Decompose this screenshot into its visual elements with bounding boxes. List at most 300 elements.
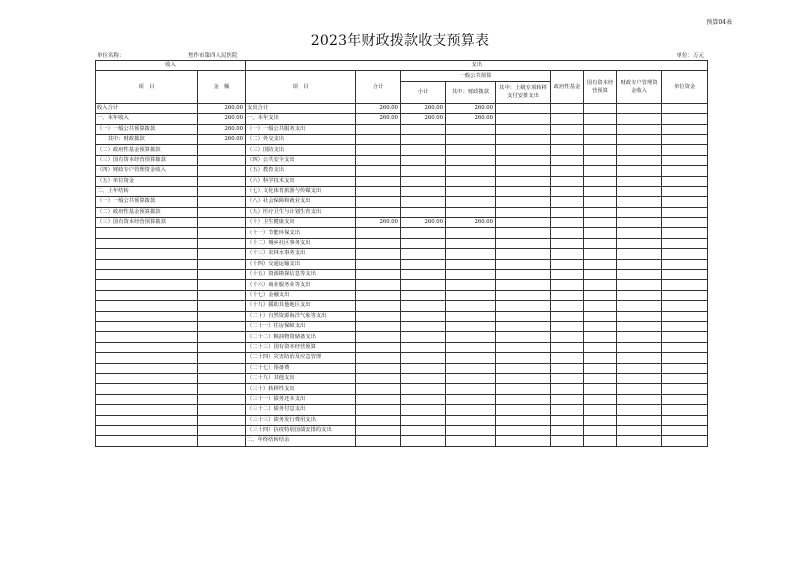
income-item-cell: 二、上年结转 bbox=[96, 186, 198, 196]
fiscal-cell bbox=[446, 259, 496, 269]
soe-capital-cell bbox=[584, 342, 617, 352]
income-item-cell bbox=[96, 436, 198, 446]
total-cell bbox=[356, 332, 401, 342]
special-account-cell bbox=[617, 321, 662, 331]
subtotal-cell bbox=[401, 145, 446, 155]
gov-fund-cell bbox=[551, 321, 584, 331]
fiscal-cell bbox=[446, 425, 496, 435]
header-row-1 bbox=[96, 61, 708, 71]
fiscal-cell bbox=[446, 145, 496, 155]
income-item-cell bbox=[96, 363, 198, 373]
special-account-cell bbox=[617, 207, 662, 217]
subtotal-header: 小计 bbox=[401, 81, 446, 103]
income-item-cell bbox=[96, 321, 198, 331]
special-account-header: 财政专户管理资金收入 bbox=[617, 71, 662, 103]
special-account-cell bbox=[617, 249, 662, 259]
expense-item-cell: （三十四）抗疫特别国债安排的支出 bbox=[246, 425, 356, 435]
subtotal-cell bbox=[401, 176, 446, 186]
special-account-cell bbox=[617, 218, 662, 228]
income-item-cell: （二）政府性基金预算拨款 bbox=[96, 145, 198, 155]
transfer-cell bbox=[496, 363, 551, 373]
soe-capital-cell bbox=[584, 186, 617, 196]
soe-capital-cell bbox=[584, 373, 617, 383]
unit-fund-cell bbox=[662, 218, 708, 228]
income-item-cell bbox=[96, 270, 198, 280]
unit-fund-cell bbox=[662, 186, 708, 196]
soe-capital-cell bbox=[584, 207, 617, 217]
table-row bbox=[96, 270, 708, 280]
expense-item-cell: （十三）农林水事务支出 bbox=[246, 249, 356, 259]
unit-fund-cell bbox=[662, 155, 708, 165]
income-item-cell bbox=[96, 311, 198, 321]
special-account-cell bbox=[617, 176, 662, 186]
soe-capital-cell bbox=[584, 114, 617, 124]
soe-capital-cell bbox=[584, 103, 617, 113]
soe-capital-cell bbox=[584, 249, 617, 259]
subtotal-cell bbox=[401, 332, 446, 342]
expense-item-cell: （三十一）债务还本支出 bbox=[246, 394, 356, 404]
expense-item-cell: （三十二）债务付息支出 bbox=[246, 405, 356, 415]
page-title: 2023年财政拨款收支预算表 bbox=[310, 33, 490, 49]
transfer-cell bbox=[496, 384, 551, 394]
special-account-cell bbox=[617, 186, 662, 196]
expense-item-cell: （二十七）预备费 bbox=[246, 363, 356, 373]
soe-capital-cell bbox=[584, 145, 617, 155]
soe-capital-cell bbox=[584, 311, 617, 321]
expense-header: 支出 bbox=[246, 61, 708, 71]
gov-fund-cell bbox=[551, 394, 584, 404]
fiscal-cell bbox=[446, 197, 496, 207]
gov-fund-cell bbox=[551, 218, 584, 228]
special-account-cell bbox=[617, 134, 662, 144]
fiscal-cell bbox=[446, 332, 496, 342]
unit-fund-cell bbox=[662, 114, 708, 124]
unit-fund-cell bbox=[662, 124, 708, 134]
transfer-cell bbox=[496, 176, 551, 186]
gov-fund-cell bbox=[551, 238, 584, 248]
special-account-cell bbox=[617, 166, 662, 176]
unit-fund-cell bbox=[662, 321, 708, 331]
gov-fund-cell bbox=[551, 259, 584, 269]
expense-item-cell: （三）国防支出 bbox=[246, 145, 356, 155]
table-row bbox=[96, 145, 708, 155]
soe-capital-cell bbox=[584, 134, 617, 144]
subtotal-cell: 260.00 bbox=[401, 218, 446, 228]
special-account-cell bbox=[617, 384, 662, 394]
unit-fund-cell bbox=[662, 394, 708, 404]
subtotal-cell bbox=[401, 249, 446, 259]
fiscal-cell bbox=[446, 280, 496, 290]
special-account-cell bbox=[617, 353, 662, 363]
income-item-cell: （二）政府性基金预算拨款 bbox=[96, 207, 198, 217]
total-cell bbox=[356, 425, 401, 435]
subtotal-cell bbox=[401, 353, 446, 363]
income-amount-cell bbox=[198, 373, 246, 383]
table-row bbox=[96, 259, 708, 269]
unit-fund-cell bbox=[662, 197, 708, 207]
subtotal-cell bbox=[401, 436, 446, 446]
soe-capital-cell bbox=[584, 363, 617, 373]
total-cell: 260.00 bbox=[356, 114, 401, 124]
special-account-cell bbox=[617, 145, 662, 155]
income-amount-cell bbox=[198, 405, 246, 415]
expense-item-cell: 二、年终结转结余 bbox=[246, 436, 356, 446]
table-row bbox=[96, 425, 708, 435]
special-account-cell bbox=[617, 280, 662, 290]
special-account-cell bbox=[617, 436, 662, 446]
table-row bbox=[96, 207, 708, 217]
income-amount-cell bbox=[198, 207, 246, 217]
unit-fund-cell bbox=[662, 373, 708, 383]
expense-item-cell: （八）社会保障和就业支出 bbox=[246, 197, 356, 207]
transfer-cell bbox=[496, 301, 551, 311]
subtotal-cell bbox=[401, 228, 446, 238]
fiscal-cell bbox=[446, 166, 496, 176]
table-row bbox=[96, 436, 708, 446]
income-item-cell: （一）一般公共预算拨款 bbox=[96, 124, 198, 134]
fiscal-cell bbox=[446, 353, 496, 363]
expense-item-cell: （十二）城乡社区事务支出 bbox=[246, 238, 356, 248]
income-amount-cell bbox=[198, 311, 246, 321]
income-item-cell bbox=[96, 249, 198, 259]
table-row bbox=[96, 394, 708, 404]
transfer-cell bbox=[496, 197, 551, 207]
expense-item-cell: （十五）资源勘探信息等支出 bbox=[246, 270, 356, 280]
table-row bbox=[96, 311, 708, 321]
income-item-cell bbox=[96, 384, 198, 394]
gov-fund-cell bbox=[551, 134, 584, 144]
soe-capital-cell bbox=[584, 405, 617, 415]
transfer-cell bbox=[496, 259, 551, 269]
expense-item-cell: （十四）交通运输支出 bbox=[246, 259, 356, 269]
fiscal-cell bbox=[446, 270, 496, 280]
total-cell bbox=[356, 301, 401, 311]
unit-fund-cell bbox=[662, 384, 708, 394]
total-cell bbox=[356, 311, 401, 321]
transfer-cell bbox=[496, 311, 551, 321]
transfer-cell bbox=[496, 280, 551, 290]
expense-item-cell: （十七）金融支出 bbox=[246, 290, 356, 300]
unit-fund-cell bbox=[662, 228, 708, 238]
unit-fund-cell bbox=[662, 425, 708, 435]
subtotal-cell bbox=[401, 134, 446, 144]
income-amount-cell bbox=[198, 425, 246, 435]
income-amount-cell bbox=[198, 353, 246, 363]
income-amount-cell bbox=[198, 176, 246, 186]
gov-fund-cell bbox=[551, 103, 584, 113]
unit-fund-cell bbox=[662, 166, 708, 176]
fiscal-cell bbox=[446, 301, 496, 311]
special-account-cell bbox=[617, 114, 662, 124]
total-cell bbox=[356, 238, 401, 248]
total-cell bbox=[356, 353, 401, 363]
subtotal-cell bbox=[401, 311, 446, 321]
total-cell bbox=[356, 384, 401, 394]
expense-item-cell: （四）公共安全支出 bbox=[246, 155, 356, 165]
soe-capital-cell bbox=[584, 301, 617, 311]
soe-capital-cell bbox=[584, 353, 617, 363]
income-item-cell: （三）国有资本经营预算拨款 bbox=[96, 218, 198, 228]
subtotal-cell bbox=[401, 166, 446, 176]
general-public-budget-header: 一般公共预算 bbox=[401, 71, 551, 81]
transfer-cell bbox=[496, 228, 551, 238]
total-cell bbox=[356, 363, 401, 373]
table-row bbox=[96, 301, 708, 311]
soe-capital-cell bbox=[584, 270, 617, 280]
fiscal-cell bbox=[446, 228, 496, 238]
table-row bbox=[96, 363, 708, 373]
table-row bbox=[96, 332, 708, 342]
gov-fund-cell bbox=[551, 373, 584, 383]
total-cell bbox=[356, 145, 401, 155]
fiscal-cell: 260.00 bbox=[446, 114, 496, 124]
soe-capital-header: 国有资本经营预算 bbox=[584, 71, 617, 103]
fiscal-cell bbox=[446, 436, 496, 446]
income-item-cell: （五）单位资金 bbox=[96, 176, 198, 186]
subtotal-cell bbox=[401, 280, 446, 290]
soe-capital-cell bbox=[584, 425, 617, 435]
unit-fund-cell bbox=[662, 363, 708, 373]
total-cell bbox=[356, 134, 401, 144]
expense-item-cell: （二十二）粮油物资储备支出 bbox=[246, 332, 356, 342]
income-amount-cell bbox=[198, 384, 246, 394]
income-amount-cell bbox=[198, 415, 246, 425]
unit-fund-cell bbox=[662, 415, 708, 425]
transfer-cell bbox=[496, 155, 551, 165]
gov-fund-header: 政府性基金 bbox=[551, 71, 584, 103]
unit-fund-header: 单位资金 bbox=[662, 71, 708, 103]
total-cell bbox=[356, 197, 401, 207]
gov-fund-cell bbox=[551, 176, 584, 186]
unit-fund-cell bbox=[662, 342, 708, 352]
subtotal-cell bbox=[401, 155, 446, 165]
subtotal-cell: 260.00 bbox=[401, 103, 446, 113]
income-amount-cell bbox=[198, 166, 246, 176]
special-account-cell bbox=[617, 290, 662, 300]
transfer-payment-header: 其中：上级专项转移支付安排支出 bbox=[496, 81, 551, 103]
table-row bbox=[96, 166, 708, 176]
gov-fund-cell bbox=[551, 436, 584, 446]
transfer-cell bbox=[496, 238, 551, 248]
fiscal-cell bbox=[446, 342, 496, 352]
special-account-cell bbox=[617, 301, 662, 311]
table-row bbox=[96, 186, 708, 196]
subtotal-cell bbox=[401, 186, 446, 196]
subtotal-cell bbox=[401, 301, 446, 311]
income-item-cell bbox=[96, 238, 198, 248]
soe-capital-cell bbox=[584, 197, 617, 207]
total-cell bbox=[356, 207, 401, 217]
soe-capital-cell bbox=[584, 218, 617, 228]
total-cell bbox=[356, 290, 401, 300]
expense-item-cell: （十）卫生健康支出 bbox=[246, 218, 356, 228]
special-account-cell bbox=[617, 103, 662, 113]
total-cell bbox=[356, 436, 401, 446]
gov-fund-cell bbox=[551, 114, 584, 124]
gov-fund-cell bbox=[551, 353, 584, 363]
soe-capital-cell bbox=[584, 384, 617, 394]
transfer-cell bbox=[496, 124, 551, 134]
transfer-cell bbox=[496, 134, 551, 144]
table-row bbox=[96, 405, 708, 415]
special-account-cell bbox=[617, 238, 662, 248]
soe-capital-cell bbox=[584, 124, 617, 134]
transfer-cell bbox=[496, 290, 551, 300]
transfer-cell bbox=[496, 186, 551, 196]
expense-item-cell: （二十三）国有资本经营预算 bbox=[246, 342, 356, 352]
gov-fund-cell bbox=[551, 280, 584, 290]
fiscal-cell bbox=[446, 363, 496, 373]
gov-fund-cell bbox=[551, 415, 584, 425]
table-row bbox=[96, 218, 708, 228]
income-amount-cell bbox=[198, 394, 246, 404]
expense-item-cell: （二十九）其他支出 bbox=[246, 373, 356, 383]
income-amount-cell bbox=[198, 155, 246, 165]
transfer-cell bbox=[496, 332, 551, 342]
transfer-cell bbox=[496, 145, 551, 155]
subtotal-cell bbox=[401, 425, 446, 435]
gov-fund-cell bbox=[551, 363, 584, 373]
expense-item-cell: 一、本年支出 bbox=[246, 114, 356, 124]
subtotal-cell bbox=[401, 197, 446, 207]
special-account-cell bbox=[617, 415, 662, 425]
total-cell bbox=[356, 124, 401, 134]
special-account-cell bbox=[617, 363, 662, 373]
fiscal-cell bbox=[446, 238, 496, 248]
unit-fund-cell bbox=[662, 311, 708, 321]
income-item-cell bbox=[96, 259, 198, 269]
income-item-cell bbox=[96, 394, 198, 404]
total-cell bbox=[356, 321, 401, 331]
soe-capital-cell bbox=[584, 166, 617, 176]
expense-item-cell: （九）医疗卫生与计划生育支出 bbox=[246, 207, 356, 217]
unit-fund-cell bbox=[662, 259, 708, 269]
soe-capital-cell bbox=[584, 321, 617, 331]
total-cell bbox=[356, 270, 401, 280]
unit-fund-cell bbox=[662, 436, 708, 446]
special-account-cell bbox=[617, 259, 662, 269]
table-row bbox=[96, 155, 708, 165]
subtotal-cell bbox=[401, 415, 446, 425]
table-row bbox=[96, 373, 708, 383]
fiscal-cell bbox=[446, 124, 496, 134]
fiscal-cell bbox=[446, 290, 496, 300]
expense-item-cell: 支出合计 bbox=[246, 103, 356, 113]
income-amount-cell bbox=[198, 197, 246, 207]
table-row bbox=[96, 384, 708, 394]
total-cell bbox=[356, 249, 401, 259]
fiscal-cell bbox=[446, 134, 496, 144]
income-amount-cell bbox=[198, 342, 246, 352]
expense-item-cell: （六）科学技术支出 bbox=[246, 176, 356, 186]
total-cell bbox=[356, 166, 401, 176]
income-header: 收入 bbox=[96, 61, 246, 71]
unit-fund-cell bbox=[662, 332, 708, 342]
transfer-cell bbox=[496, 321, 551, 331]
unit-fund-cell bbox=[662, 270, 708, 280]
income-amount-cell bbox=[198, 290, 246, 300]
table-row bbox=[96, 197, 708, 207]
income-item-cell: （三）国有资本经营预算拨款 bbox=[96, 155, 198, 165]
special-account-cell bbox=[617, 332, 662, 342]
unit-fund-cell bbox=[662, 280, 708, 290]
transfer-cell bbox=[496, 373, 551, 383]
table-row bbox=[96, 134, 708, 144]
income-amount-cell bbox=[198, 145, 246, 155]
income-item-cell bbox=[96, 342, 198, 352]
total-cell bbox=[356, 342, 401, 352]
header-row-2 bbox=[96, 71, 708, 81]
fiscal-cell bbox=[446, 394, 496, 404]
special-account-cell bbox=[617, 124, 662, 134]
income-item-cell bbox=[96, 301, 198, 311]
income-amount-cell bbox=[198, 238, 246, 248]
subtotal-cell bbox=[401, 270, 446, 280]
unit-fund-cell bbox=[662, 238, 708, 248]
special-account-cell bbox=[617, 311, 662, 321]
expense-item-cell: （七）文化体育旅游与传媒支出 bbox=[246, 186, 356, 196]
income-item-cell bbox=[96, 415, 198, 425]
income-item-cell: （一）一般公共预算拨款 bbox=[96, 197, 198, 207]
unit-fund-cell bbox=[662, 290, 708, 300]
income-item-cell bbox=[96, 425, 198, 435]
subtotal-cell: 260.00 bbox=[401, 114, 446, 124]
total-cell: 260.00 bbox=[356, 103, 401, 113]
expense-item-cell: （二十）自然资源海洋气象等支出 bbox=[246, 311, 356, 321]
soe-capital-cell bbox=[584, 155, 617, 165]
table-row bbox=[96, 114, 708, 124]
subtotal-cell bbox=[401, 394, 446, 404]
table-row bbox=[96, 103, 708, 113]
expense-item-header: 项 目 bbox=[246, 71, 356, 103]
expense-item-cell: （十六）商业服务业等支出 bbox=[246, 280, 356, 290]
income-item-cell: 收入合计 bbox=[96, 103, 198, 113]
income-item-cell bbox=[96, 280, 198, 290]
unit-fund-cell bbox=[662, 353, 708, 363]
income-amount-cell bbox=[198, 321, 246, 331]
subtotal-cell bbox=[401, 238, 446, 248]
subtotal-cell bbox=[401, 342, 446, 352]
fiscal-cell bbox=[446, 249, 496, 259]
transfer-cell bbox=[496, 415, 551, 425]
expense-item-cell: （五）教育支出 bbox=[246, 166, 356, 176]
subtotal-cell bbox=[401, 124, 446, 134]
unit-fund-cell bbox=[662, 207, 708, 217]
soe-capital-cell bbox=[584, 394, 617, 404]
soe-capital-cell bbox=[584, 332, 617, 342]
expense-item-cell: （二十四）灾害防治及应急管理 bbox=[246, 353, 356, 363]
total-cell bbox=[356, 394, 401, 404]
gov-fund-cell bbox=[551, 124, 584, 134]
unit-fund-cell bbox=[662, 145, 708, 155]
soe-capital-cell bbox=[584, 228, 617, 238]
expense-item-cell: （十九）援助其他地区支出 bbox=[246, 301, 356, 311]
unit-fund-cell bbox=[662, 249, 708, 259]
special-account-cell bbox=[617, 197, 662, 207]
gov-fund-cell bbox=[551, 342, 584, 352]
income-amount-cell: 260.00 bbox=[198, 103, 246, 113]
table-row bbox=[96, 176, 708, 186]
subtotal-cell bbox=[401, 207, 446, 217]
total-header: 合计 bbox=[356, 71, 401, 103]
gov-fund-cell bbox=[551, 166, 584, 176]
transfer-cell bbox=[496, 425, 551, 435]
amount-header: 金 额 bbox=[198, 71, 246, 103]
gov-fund-cell bbox=[551, 290, 584, 300]
income-amount-cell bbox=[198, 228, 246, 238]
table-row bbox=[96, 228, 708, 238]
income-amount-cell bbox=[198, 249, 246, 259]
